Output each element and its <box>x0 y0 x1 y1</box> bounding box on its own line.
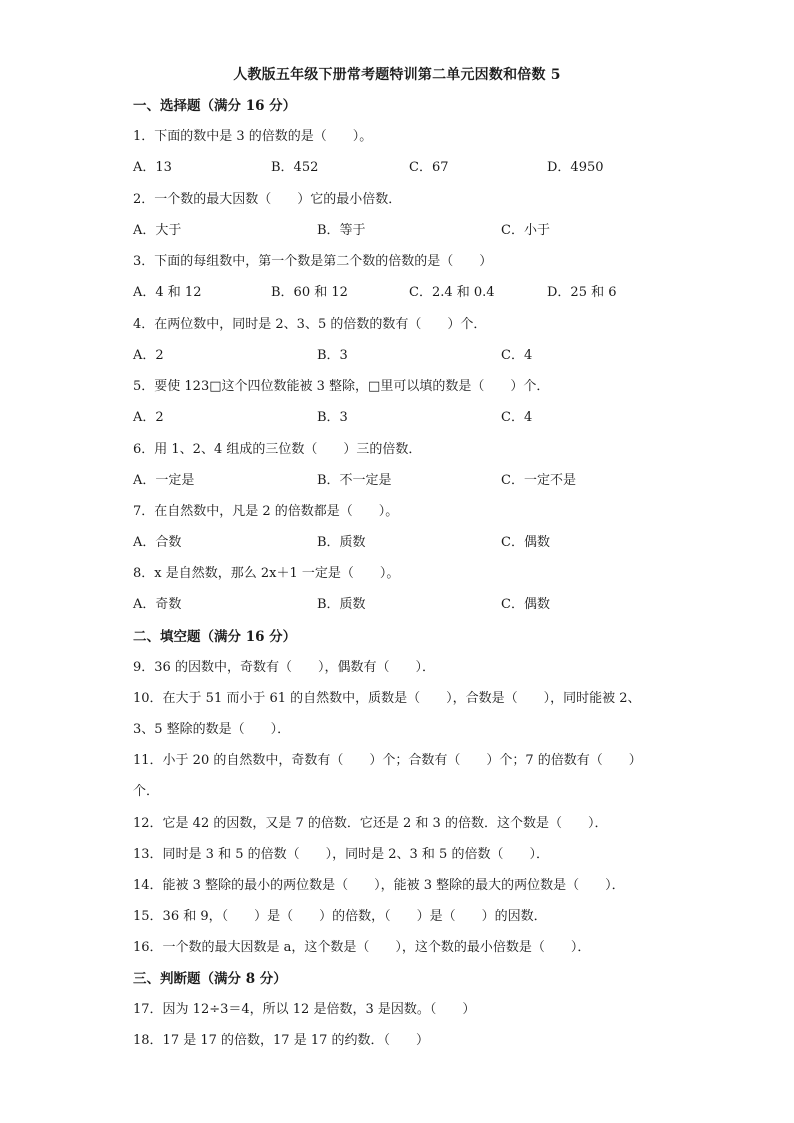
question-3-option-d: D．25 和 6 <box>547 285 617 300</box>
question-3: 3．下面的每组数中，第一个数是第二个数的倍数的是（ ） <box>133 254 493 269</box>
question-5-option-c: C．4 <box>501 410 533 425</box>
question-1-option-c: C．67 <box>409 160 449 175</box>
question-3-option-a: A．4 和 12 <box>133 285 202 300</box>
question-2: 2．一个数的最大因数（ ）它的最小倍数． <box>133 192 402 207</box>
question-8-option-c: C．偶数 <box>501 597 550 612</box>
question-6-options <box>133 471 733 491</box>
question-2-options <box>133 221 733 241</box>
question-4-option-b: B．3 <box>317 348 348 363</box>
question-15: 15．36 和 9，（ ）是（ ）的倍数，（ ）是（ ）的因数． <box>133 909 547 924</box>
question-5-option-b: B．3 <box>317 410 348 425</box>
question-12: 12．它是 42 的因数，又是 7 的倍数．它还是 2 和 3 的倍数．这个数是（ ）． <box>133 816 608 831</box>
question-5: 5．要使 123□这个四位数能被 3 整除，□里可以填的数是（ ）个． <box>133 379 550 394</box>
question-11-line-2: 个． <box>133 784 160 799</box>
question-7: 7．在自然数中，凡是 2 的倍数都是（ ）。 <box>133 504 399 519</box>
question-17: 17．因为 12÷3＝4，所以 12 是倍数，3 是因数。（ ） <box>133 1002 476 1017</box>
question-4-options <box>133 346 733 366</box>
question-18: 18．17 是 17 的倍数，17 是 17 的约数．（ ） <box>133 1033 430 1048</box>
question-6-option-a: A．一定是 <box>133 473 195 488</box>
question-1-option-a: A．13 <box>133 160 172 175</box>
question-10-line-2: 3、5 整除的数是（ ）． <box>133 722 291 737</box>
question-7-options <box>133 533 733 553</box>
question-3-option-c: C．2.4 和 0.4 <box>409 285 495 300</box>
question-8-option-b: B．质数 <box>317 597 366 612</box>
question-1-option-b: B．452 <box>271 160 319 175</box>
section-heading-multiple-choice: 一、选择题（满分 16 分） <box>133 98 297 114</box>
question-13: 13．同时是 3 和 5 的倍数（ ），同时是 2、3 和 5 的倍数（ ）． <box>133 847 549 862</box>
question-6-option-c: C．一定不是 <box>501 473 576 488</box>
question-8-options <box>133 595 733 615</box>
question-4-option-a: A．2 <box>133 348 164 363</box>
question-11-line-1: 11．小于 20 的自然数中，奇数有（ ）个；合数有（ ）个；7 的倍数有（ ） <box>133 753 642 768</box>
question-8: 8．x 是自然数，那么 2x＋1 一定是（ ）。 <box>133 566 400 581</box>
question-7-option-c: C．偶数 <box>501 535 550 550</box>
question-5-options <box>133 408 733 428</box>
question-3-options <box>133 283 733 303</box>
section-heading-true-false: 三、判断题（满分 8 分） <box>133 971 287 987</box>
section-heading-fill-in: 二、填空题（满分 16 分） <box>133 629 297 645</box>
question-7-option-a: A．合数 <box>133 535 182 550</box>
question-16: 16．一个数的最大因数是 a，这个数是（ ），这个数的最小倍数是（ ）． <box>133 940 591 955</box>
question-2-option-b: B．等于 <box>317 223 366 238</box>
question-1: 1．下面的数中是 3 的倍数的是（ ）。 <box>133 129 373 144</box>
question-8-option-a: A．奇数 <box>133 597 182 612</box>
question-4: 4．在两位数中，同时是 2、3、5 的倍数的数有（ ）个． <box>133 317 487 332</box>
question-7-option-b: B．质数 <box>317 535 366 550</box>
worksheet-title: 人教版五年级下册常考题特训第二单元因数和倍数 5 <box>233 67 561 83</box>
question-10-line-1: 10．在大于 51 而小于 61 的自然数中，质数是（ ），合数是（ ），同时能被 2、 <box>133 691 641 706</box>
question-5-option-a: A．2 <box>133 410 164 425</box>
question-2-option-c: C．小于 <box>501 223 550 238</box>
question-1-options <box>133 158 733 178</box>
question-6-option-b: B．不一定是 <box>317 473 392 488</box>
question-14: 14．能被 3 整除的最小的两位数是（ ），能被 3 整除的最大的两位数是（ ）． <box>133 878 625 893</box>
question-4-option-c: C．4 <box>501 348 533 363</box>
question-6: 6．用 1、2、4 组成的三位数（ ）三的倍数． <box>133 442 422 457</box>
question-3-option-b: B．60 和 12 <box>271 285 348 300</box>
question-1-option-d: D．4950 <box>547 160 604 175</box>
question-2-option-a: A．大于 <box>133 223 182 238</box>
question-9: 9．36 的因数中，奇数有（ ），偶数有（ ）． <box>133 660 435 675</box>
